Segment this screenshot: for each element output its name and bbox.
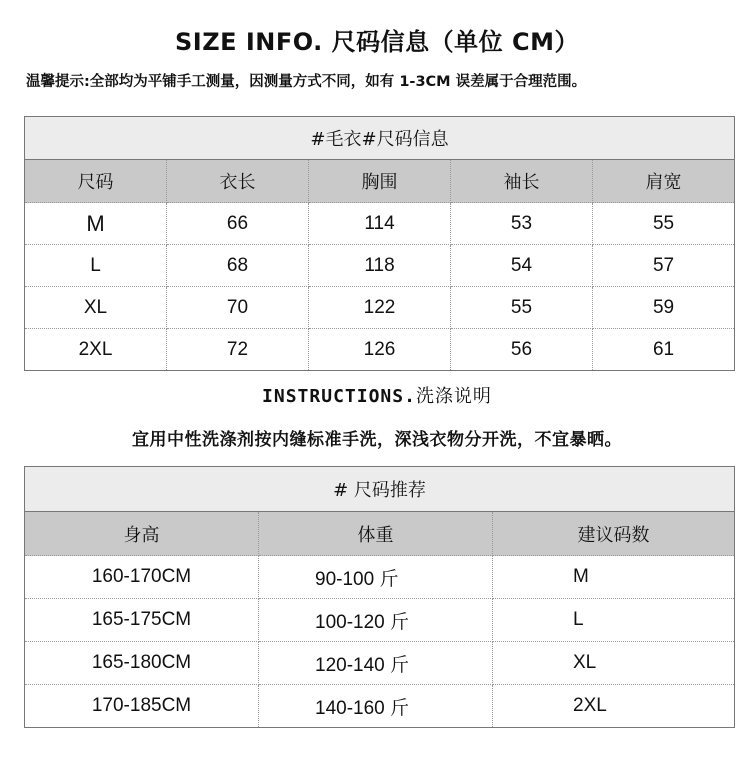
header-cell: 袖长 [451,160,593,203]
table-cell: 165-175CM [25,599,259,642]
table-cell: 160-170CM [25,556,259,599]
table-cell: 57 [593,245,735,287]
table-cell: 90-100 斤 [259,556,493,599]
table-cell: 72 [167,329,309,371]
table-cell: 120-140 斤 [259,642,493,685]
table-cell: 165-180CM [25,642,259,685]
header-cell: 建议码数 [493,512,735,556]
table-row [25,245,735,287]
header-cell: 身高 [25,512,259,556]
header-cell: 胸围 [309,160,451,203]
table-cell: 118 [309,245,451,287]
header-cell: 肩宽 [593,160,735,203]
table-cell: 55 [451,287,593,329]
table-cell: 2XL [493,685,735,728]
size-info-table [24,116,735,371]
header-cell: 尺码 [25,160,167,203]
table-cell: 59 [593,287,735,329]
instructions-heading-cn: 洗涤说明 [415,386,492,407]
table-cell: XL [493,642,735,685]
table-cell: 100-120 斤 [259,599,493,642]
table-cell: XL [25,287,167,329]
table-cell: 140-160 斤 [259,685,493,728]
table-cell: 126 [309,329,451,371]
instructions-text: 宜用中性洗涤剂按内缝标准手洗，深浅衣物分开洗，不宜暴晒。 [132,430,622,450]
table-cell: 70 [167,287,309,329]
table-cell: 2XL [25,329,167,371]
table-cell: L [25,245,167,287]
table-cell: 56 [451,329,593,371]
table-row [25,599,735,642]
size-table-header-row [25,160,735,203]
measurement-tip: 温馨提示:全部均为平铺手工测量，因测量方式不同，如有 1-3CM 误差属于合理范围。 [26,74,587,90]
recommend-table-caption: # 尺码推荐 [25,467,735,512]
table-row [25,203,735,245]
page-title: SIZE INFO. 尺码信息（单位 CM） [175,28,579,56]
recommend-table-header-row [25,512,735,556]
table-row [25,685,735,728]
table-cell: 55 [593,203,735,245]
table-cell: 170-185CM [25,685,259,728]
table-cell: 122 [309,287,451,329]
table-cell: M [493,556,735,599]
table-cell: 114 [309,203,451,245]
table-cell: 53 [451,203,593,245]
header-cell: 衣长 [167,160,309,203]
table-cell: 61 [593,329,735,371]
table-cell: L [493,599,735,642]
table-row [25,642,735,685]
size-recommend-table [24,466,735,728]
instructions-heading-en: INSTRUCTIONS. [262,386,416,407]
table-cell: 68 [167,245,309,287]
table-cell: 54 [451,245,593,287]
size-table-caption: #毛衣#尺码信息 [25,117,735,160]
table-cell: M [25,203,167,245]
table-row [25,556,735,599]
table-cell: 66 [167,203,309,245]
table-row [25,287,735,329]
header-cell: 体重 [259,512,493,556]
table-row [25,329,735,371]
instructions-heading [0,382,754,408]
